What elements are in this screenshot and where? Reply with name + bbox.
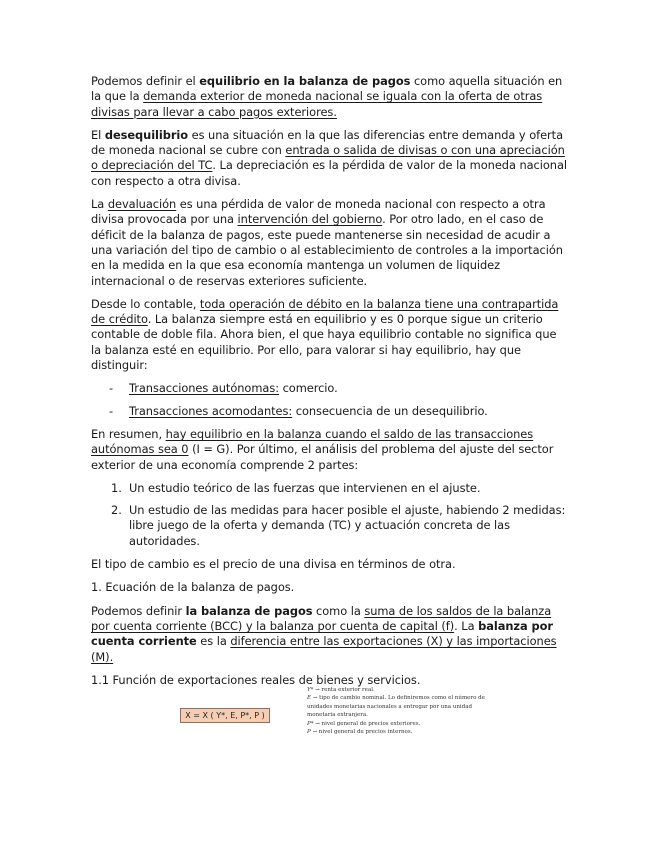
text-span: es una pérdida de valor de moneda nacional con respecto a otra divisa provocada por una: [91, 197, 546, 227]
text-span: Un estudio teórico de las fuerzas que intervienen en el ajuste.: [129, 480, 481, 495]
paragraph-equilibrio: [91, 74, 569, 120]
text-span: La: [91, 197, 108, 212]
legend-text: → tipo de cambio nominal. Lo definiremos como el número de unidades monetarias nacionales a entregar por una unidad monetaria extranjera.: [307, 695, 485, 719]
text-span: Un estudio de las medidas para hacer posible el ajuste, habiendo 2 medidas: libre juego de la oferta y demanda (TC) y actuación concreta de las autoridades.: [129, 503, 566, 548]
list-item: [91, 481, 569, 496]
text-span: . La: [454, 618, 479, 633]
legend-item: [307, 686, 487, 694]
text-span: Desde lo contable,: [91, 296, 200, 311]
legend-item: [307, 728, 487, 736]
document-body: [91, 74, 569, 696]
underlined-text: intervención del gobierno: [237, 212, 383, 227]
legend-symbol: E: [307, 695, 312, 702]
text-span: . Por otro lado, en el caso de déficit de la balanza de pagos, este puede mantenerse sin necesidad de acudir a una variación del tipo de cambio o al establecimiento de controles a la importación en la medida en la que esa economía mantenga un volumen de liquidez internacional o de reservas exteriores suficiente.: [91, 212, 563, 288]
underlined-text: suma de los saldos de la balanza por cuenta corriente (BCC) y la balanza por cuenta de capital (f): [91, 603, 552, 633]
paragraph-desequilibrio: [91, 128, 569, 189]
list-item: [91, 503, 569, 549]
transactions-list: [91, 381, 569, 419]
text-span: es la: [196, 634, 231, 649]
legend-text: → renta exterior real.: [313, 687, 375, 693]
legend-item: [307, 720, 487, 728]
text-span: como la: [312, 603, 365, 618]
bold-term: equilibrio en la balanza de pagos: [199, 74, 411, 88]
bold-term: la balanza de pagos: [185, 603, 313, 618]
list-marker: -: [109, 403, 114, 418]
text-span: como aquella situación en la que la: [91, 74, 563, 104]
legend-symbol: P*: [307, 720, 314, 727]
list-marker: 1.: [111, 480, 122, 495]
text-span: El: [91, 127, 105, 142]
list-item: [91, 404, 569, 419]
text-span: comercio.: [279, 381, 338, 396]
underlined-text: demanda exterior de moneda nacional se iguala con la oferta de otras divisas para llevar a cabo pagos exteriores.: [91, 89, 543, 119]
legend-text: → nivel general de precios internos.: [310, 729, 413, 736]
formula-box: X = X ( Y*, E, P*, P ): [180, 708, 270, 723]
paragraph-balanza-pagos: [91, 604, 569, 665]
underlined-text: Transacciones autónomas:: [129, 381, 279, 396]
list-marker: 2.: [111, 503, 122, 518]
underlined-text: Transacciones acomodantes:: [129, 403, 293, 418]
legend-item: [307, 694, 487, 719]
paragraph-resumen: [91, 427, 569, 473]
legend-symbol: Y*: [307, 687, 314, 693]
legend-text: → nivel general de precios exteriores.: [313, 720, 421, 727]
variable-legend: [307, 686, 487, 736]
paragraph-devaluacion: [91, 197, 569, 289]
numbered-list: [91, 481, 569, 549]
list-marker: -: [109, 381, 114, 396]
text-span: Podemos definir el: [91, 74, 200, 88]
text-span: (I = G). Por último, el análisis del problema del ajuste del sector exterior de una economía comprende 2 partes:: [91, 442, 554, 472]
legend-symbol: P: [307, 729, 311, 736]
text-span: . La balanza siempre está en equilibrio y es 0 porque sigue un criterio contable de doble fila. Ahora bien, el que haya equilibrio contable no significa que la balanza esté en equilibrio. Por ello, para valorar si hay equilibrio, hay que distinguir:: [91, 312, 557, 373]
text-span: consecuencia de un desequilibrio.: [292, 403, 488, 418]
text-span: . La depreciación es la pérdida de valor de la moneda nacional con respecto a otra divisa.: [91, 158, 568, 188]
text-span: En resumen,: [91, 426, 166, 441]
bold-term: balanza por cuenta corriente: [91, 618, 553, 649]
underlined-text: devaluación: [107, 197, 177, 212]
underlined-text: hay equilibrio en la balanza cuando el saldo de las transacciones autónomas sea 0: [91, 426, 534, 457]
section-heading: 1. Ecuación de la balanza de pagos.: [91, 580, 295, 595]
list-item: [91, 381, 569, 396]
underlined-text: toda operación de débito en la balanza tiene una contrapartida de crédito: [91, 296, 559, 327]
subsection-heading: 1.1 Función de exportaciones reales de bienes y servicios.: [91, 672, 421, 687]
bold-term: desequilibrio: [104, 127, 189, 142]
paragraph-contable: [91, 297, 569, 373]
text-span: es una situación en la que las diferencias entre demanda y oferta de moneda nacional se cubre con: [91, 127, 564, 158]
paragraph-tipo-cambio: El tipo de cambio es el precio de una divisa en términos de otra.: [91, 557, 456, 572]
underlined-text: entrada o salida de divisas o con una apreciación o depreciación del TC: [91, 143, 565, 173]
text-span: Podemos definir: [91, 603, 186, 618]
underlined-text: diferencia entre las exportaciones (X) y las importaciones (M).: [91, 634, 557, 664]
